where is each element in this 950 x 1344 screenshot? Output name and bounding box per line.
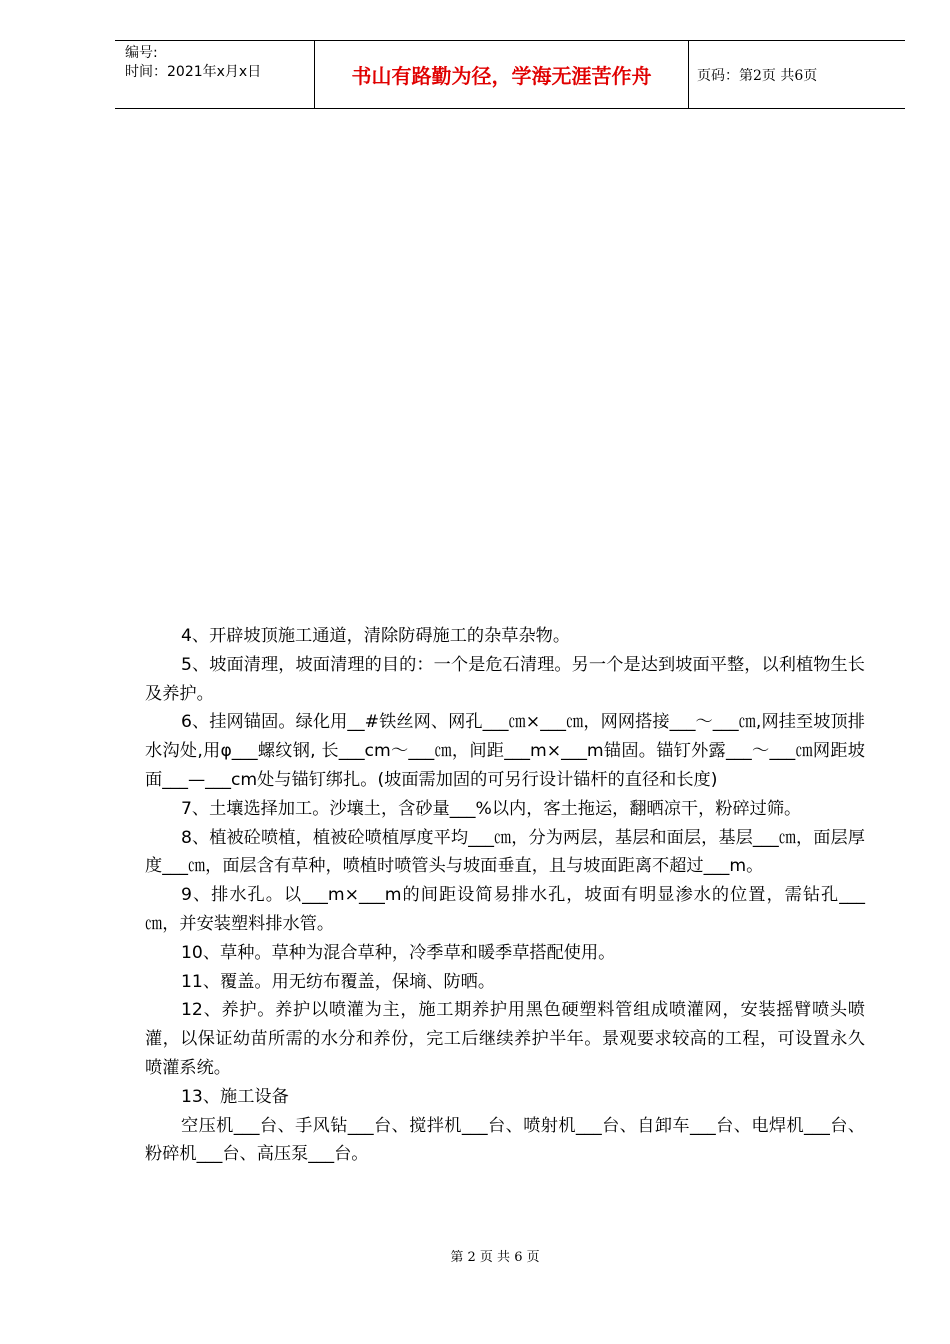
paragraph-12: 12、养护。养护以喷灌为主，施工期养护用黑色硬塑料管组成喷灌网，安装摇臂喷头喷灌，以保证幼苗所需的水分和养份，完工后继续养护半年。景观要求较高的工程，可设置永久喷灌系统。 <box>145 1000 865 1078</box>
paragraph-7: 7、土壤选择加工。沙壤土，含砂量___%以内，客土拖运，翻晒凉干，粉碎过筛。 <box>181 798 802 819</box>
document-body <box>145 622 865 1169</box>
paragraph-4: 4、开辟坡顶施工通道，清除防碍施工的杂草杂物。 <box>181 626 571 646</box>
time-label: 时间：2021年x月x日 <box>125 64 262 80</box>
page-footer: 第 2 页 共 6 页 <box>450 1250 540 1265</box>
header-page-info: 页码：第2页 共6页 <box>697 67 818 84</box>
paragraph-11: 11、覆盖。用无纺布覆盖，保墒、防晒。 <box>181 971 496 992</box>
paragraph-13: 13、施工设备 <box>181 1086 289 1107</box>
header-meta <box>115 41 315 108</box>
paragraph-9: 9、排水孔。以___m×___m的间距设简易排水孔，坡面有明显渗水的位置，需钻孔___㎝，并安装塑料排水管。 <box>145 885 865 934</box>
paragraph-6: 6、挂网锚固。绿化用__#铁丝网、网孔___㎝×___㎝，网网搭接___～___㎝,网挂至坡顶排水沟处,用φ___螺纹钢, 长___cm～___㎝，间距___m×___m锚固。锚钉外露___～___㎝网距坡面___—___cm处与锚钉绑扎。(坡面需加固的可另行设计锚杆的直径和长度) <box>145 712 865 790</box>
paragraph-8: 8、植被砼喷植，植被砼喷植厚度平均___㎝，分为两层，基层和面层，基层___㎝，面层厚度___㎝，面层含有草种，喷植时喷管头与坡面垂直，且与坡面距离不超过___m。 <box>145 827 865 877</box>
header-table <box>115 40 905 109</box>
paragraph-10: 10、草种。草种为混合草种，冷季草和暖季草搭配使用。 <box>181 942 616 963</box>
serial-label: 编号: <box>125 45 158 61</box>
paragraph-5: 5、坡面清理，坡面清理的目的：一个是危石清理。另一个是达到坡面平整，以利植物生长及养护。 <box>145 654 865 704</box>
equipment-list: 空压机___台、手风钻___台、搅拌机___台、喷射机___台、自卸车___台、电焊机___台、粉碎机___台、高压泵___台。 <box>145 1115 865 1165</box>
header-motto: 书山有路勤为径，学海无涯苦作舟 <box>315 41 689 108</box>
